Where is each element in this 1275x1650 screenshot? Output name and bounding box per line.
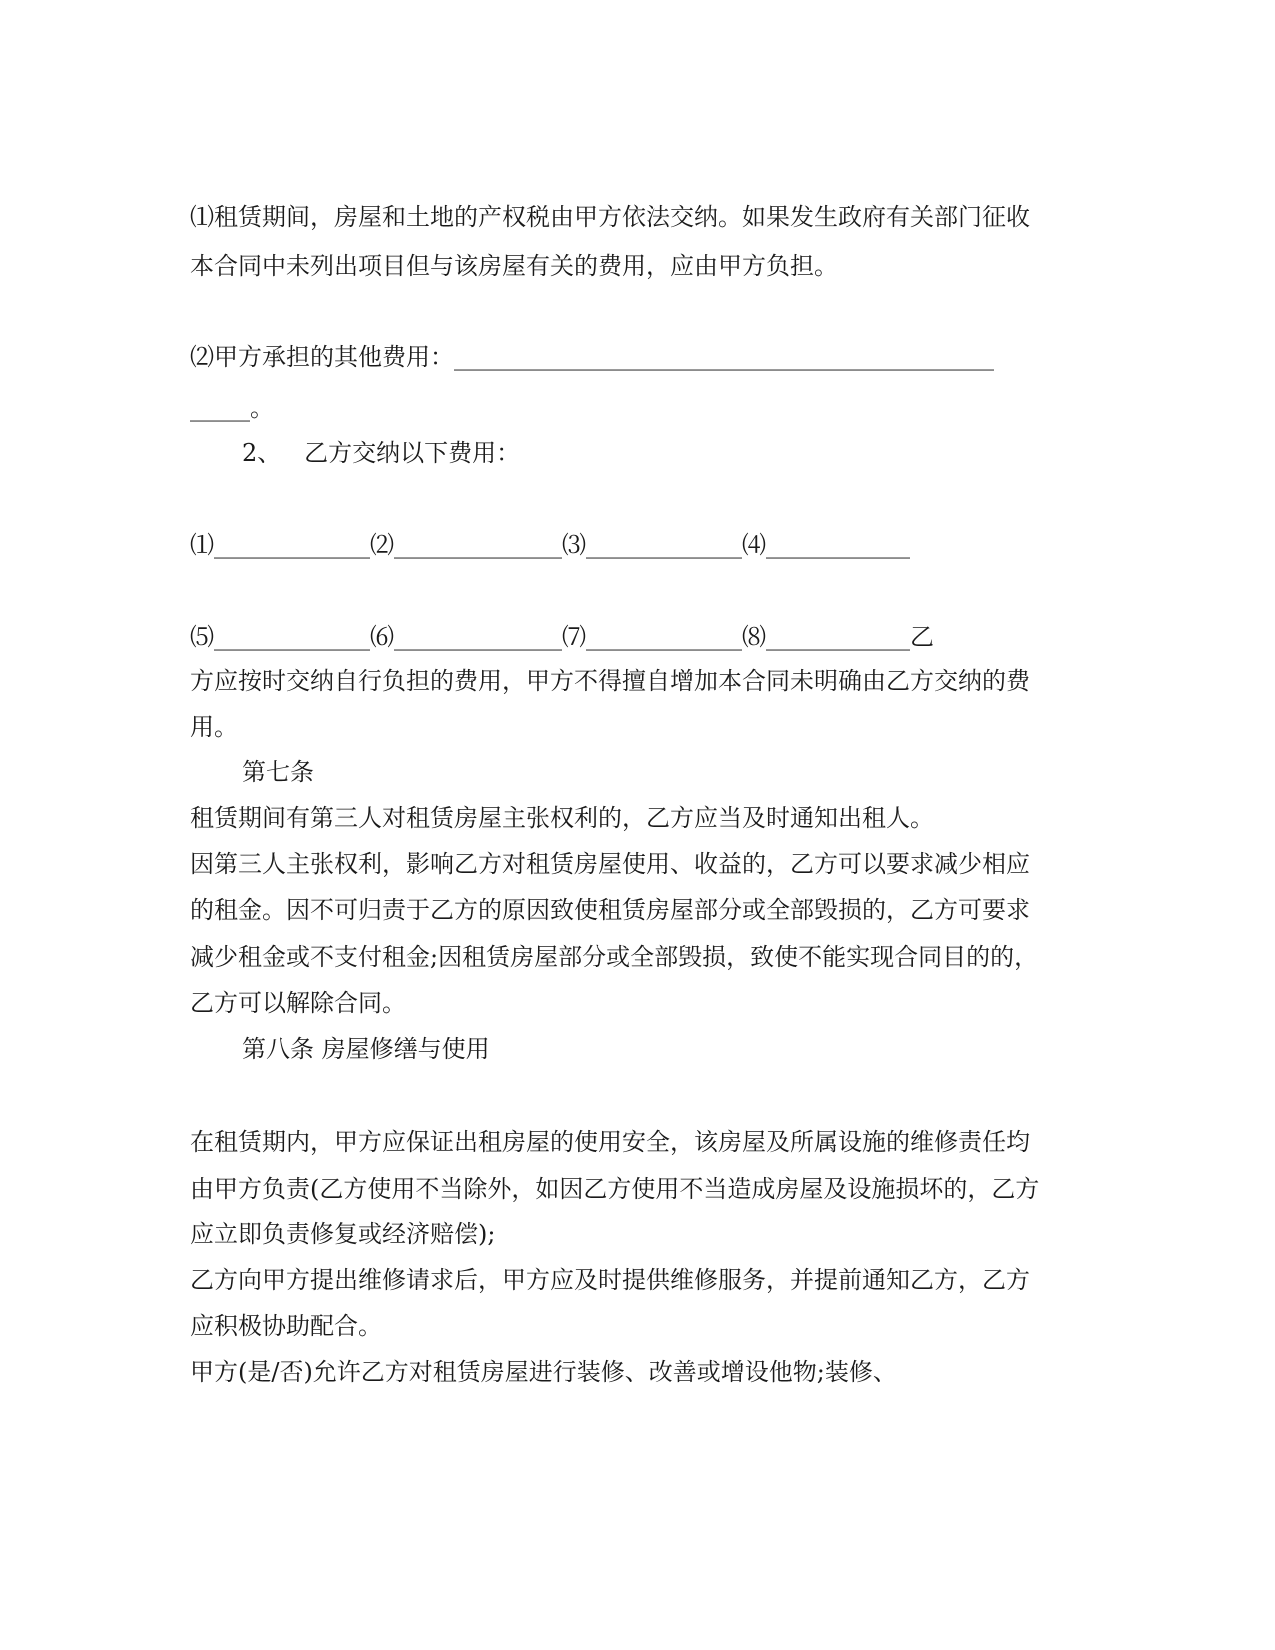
text-line: 减少租金或不支付租金;因租赁房屋部分或全部毁损，致使不能实现合同目的的， [190,943,1039,971]
text-line: 因第三人主张权利，影响乙方对租赁房屋使用、收益的，乙方可以要求减少相应 [190,850,1030,878]
text-line: 本合同中未列出项目但与该房屋有关的费用，应由甲方负担。 [190,252,838,280]
text-line: 的租金。因不可归责于乙方的原因致使租赁房屋部分或全部毁损的，乙方可要求 [190,896,1030,924]
text-line: 应立即负责修复或经济赔偿); [190,1220,496,1248]
text-line: ⑴租赁期间，房屋和土地的产权税由甲方依法交纳。如果发生政府有关部门征收 [190,203,1030,231]
text-line: ⑸_____________⑹______________⑺_____________⑻____________乙 [190,623,934,651]
text-line: 由甲方负责(乙方使用不当除外，如因乙方使用不当造成房屋及设施损坏的，乙方 [190,1175,1040,1203]
article-heading: 第七条 [242,758,314,786]
text-line: 乙方可以解除合同。 [190,989,406,1017]
clause-heading: 2、 乙方交纳以下费用： [242,439,521,467]
text-line: ⑴_____________⑵______________⑶_____________⑷____________ [190,531,910,559]
text-line: 方应按时交纳自行负担的费用，甲方不得擅自增加本合同未明确由乙方交纳的费 [190,667,1030,695]
article-heading: 第八条 房屋修缮与使用 [242,1035,490,1063]
text-line: 在租赁期内，甲方应保证出租房屋的使用安全，该房屋及所属设施的维修责任均 [190,1128,1030,1156]
text-line: 应积极协助配合。 [190,1312,382,1340]
text-line: ⑵甲方承担的其他费用：_____________________________________________ [190,343,994,371]
text-line: 甲方(是/否)允许乙方对租赁房屋进行装修、改善或增设他物;装修、 [190,1358,897,1386]
text-line: 租赁期间有第三人对租赁房屋主张权利的，乙方应当及时通知出租人。 [190,804,934,832]
text-line: 用。 [190,713,238,741]
text-line: _____。 [190,394,274,422]
text-line: 乙方向甲方提出维修请求后，甲方应及时提供维修服务，并提前通知乙方，乙方 [190,1266,1030,1294]
